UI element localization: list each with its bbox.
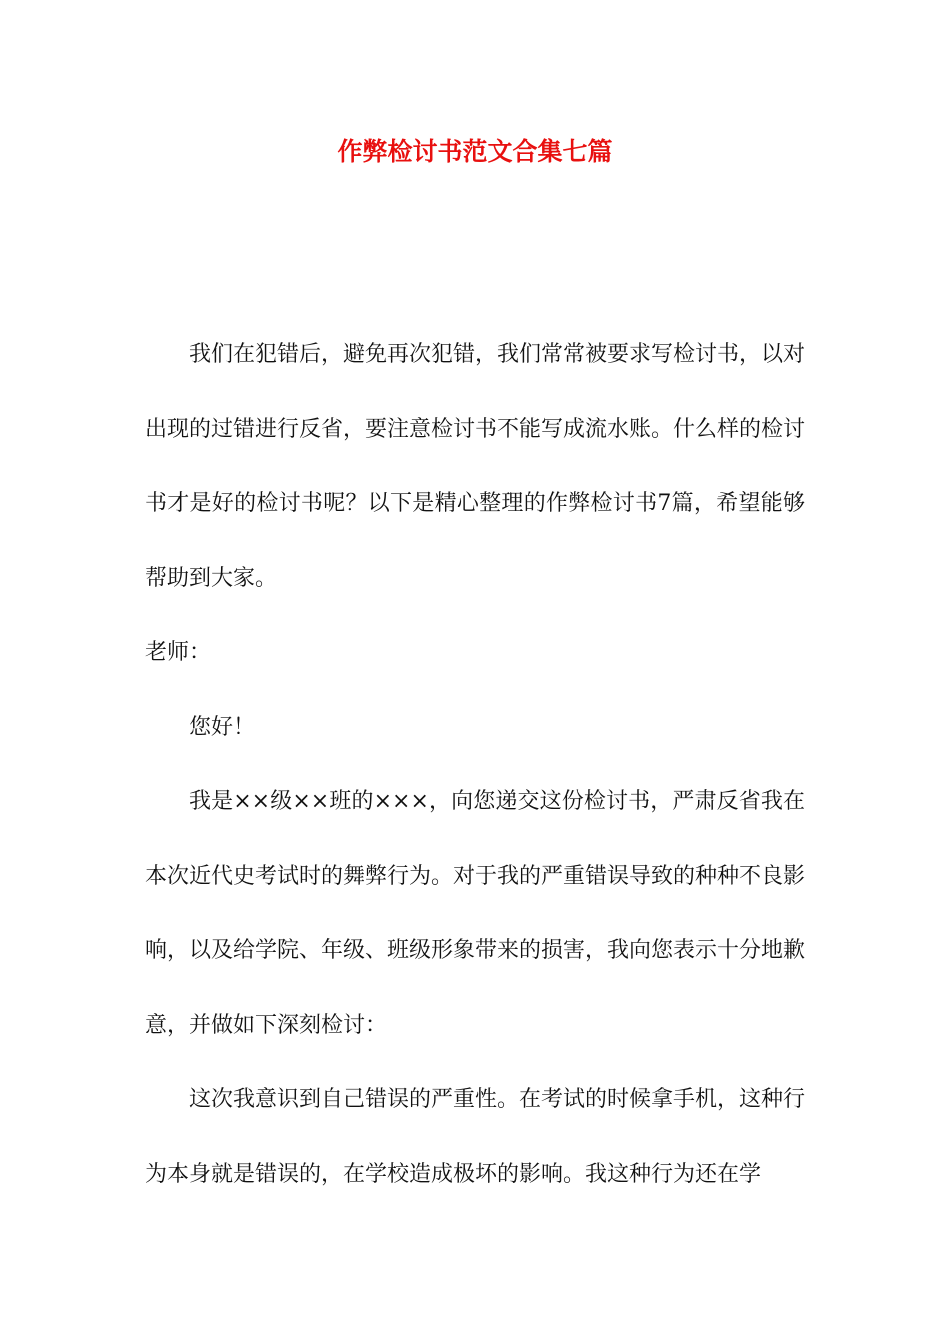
- intro-paragraph: 我们在犯错后，避免再次犯错，我们常常被要求写检讨书，以对出现的过错进行反省，要注意检讨书不能写成流水账。什么样的检讨书才是好的检讨书呢？以下是精心整理的作弊检讨书7篇，希望能够帮助到大家。: [145, 342, 806, 591]
- body-paragraph: 我是××级××班的×××，向您递交这份检讨书，严肃反省我在本次近代史考试时的舞弊行为。对于我的严重错误导致的种种不良影响，以及给学院、年级、班级形象带来的损害，我向您表示十分地歉意，并做如下深刻检讨：: [145, 789, 806, 1038]
- greeting: 您好！: [189, 714, 256, 740]
- salutation: 老师：: [145, 640, 212, 665]
- document-title: 作弊检讨书范文合集七篇: [337, 137, 613, 166]
- body-paragraph: 这次我意识到自己错误的严重性。在考试的时候拿手机，这种行为本身就是错误的，在学校造成极坏的影响。我这种行为还在学: [145, 1087, 806, 1187]
- document-body: [145, 318, 805, 1212]
